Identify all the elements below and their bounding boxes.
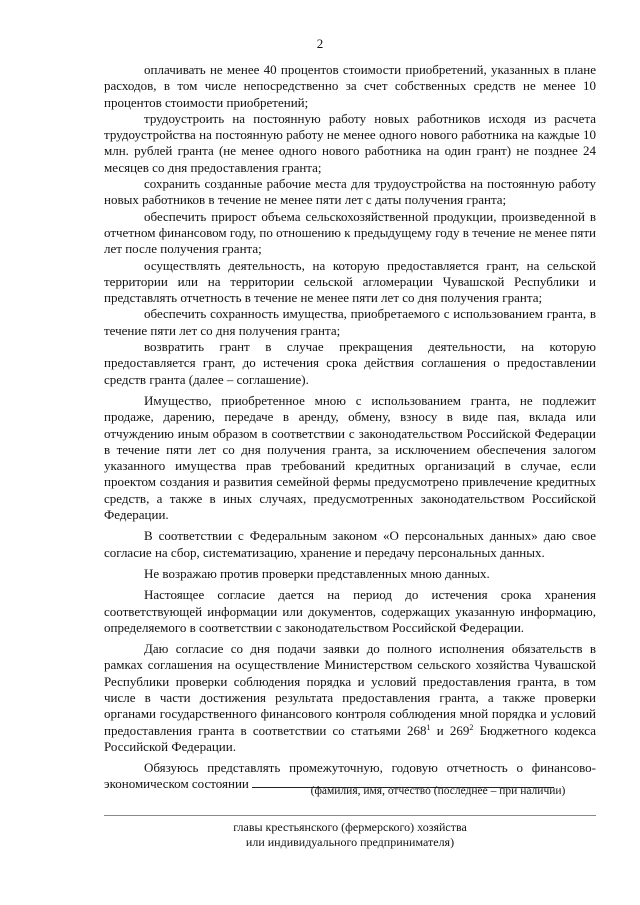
consent-checks-text: Даю согласие со дня подачи заявки до полного исполнения обязательств в рамках соглашения на осуществление Министерством сельского хозяйства Чувашской Республики проверки соблюдения порядка и условий предоставления гранта, в том числе в части достижения результата предоставления гранта, а также проверки органами государственного финансового контроля соблюдения мной порядка и условий предоставления гранта в соответствии со статьями 268 — [104, 641, 596, 738]
paragraph-obligation-growth: обеспечить прирост объема сельскохозяйственной продукции, произведенной в отчетном финансовом году, по отношению к предыдущему году в течение не менее пяти лет после получения гранта; — [104, 208, 596, 257]
subtitle-line-1: главы крестьянского (фермерского) хозяйства — [233, 820, 467, 834]
reporting-text: Обязуюсь представлять промежуточную, годовую отчетность о финансово-экономическом состоянии — [104, 760, 596, 792]
subtitle-line-2: или индивидуального предпринимателя) — [245, 835, 455, 849]
paragraph-obligation-territory: осуществлять деятельность, на которую предоставляется грант, на сельской территории или на территории сельской агломерации Чувашской Республики и представлять отчетность в течение не менее пяти лет со дня получения гранта; — [104, 257, 596, 306]
fill-line-subtitle — [104, 820, 596, 850]
document-body — [104, 62, 596, 793]
page-number: 2 — [316, 36, 324, 51]
consent-checks-tail: Бюджетного кодекса Российской Федерации. — [104, 722, 596, 754]
paragraph-consent-checks — [104, 641, 596, 755]
name-field-caption: (фамилия, имя, отчество (последнее – при наличии) — [310, 785, 566, 797]
article-superscript-1: 1 — [426, 722, 431, 732]
article-superscript-2: 2 — [469, 722, 474, 732]
paragraph-personal-data: В соответствии с Федеральным законом «О персональных данных» даю свое согласие на сбор, систематизацию, хранение и передачу персональных данных. — [104, 528, 596, 560]
second-fill-line[interactable] — [104, 815, 596, 816]
paragraph-obligation-return: возвратить грант в случае прекращения деятельности, на которую предоставляется грант, до истечения срока действия соглашения о предоставлении средств гранта (далее – соглашение). — [104, 339, 596, 387]
paragraph-verification: Не возражаю против проверки представленных мною данных. — [144, 565, 490, 581]
paragraph-obligation-pay: оплачивать не менее 40 процентов стоимости приобретений, указанных в плане расходов, в том числе непосредственно за счет собственных средств не менее 10 процентов стоимости приобретений; — [104, 62, 596, 110]
paragraph-obligation-property: обеспечить сохранность имущества, приобретаемого с использованием гранта, в течение пяти лет со дня получения гранта; — [104, 306, 596, 338]
paragraph-obligation-employ: трудоустроить на постоянную работу новых работников исходя из расчета трудоустройства на постоянную работу не менее одного нового работника на каждые 10 млн. рублей гранта (не менее одного нового работника на один грант) не позднее 24 месяцев со дня предоставления гранта; — [104, 110, 596, 175]
paragraph-obligation-keep-jobs: сохранить созданные рабочие места для трудоустройства на постоянную работу новых работников в течение не менее пяти лет с даты получения гранта; — [104, 176, 596, 208]
paragraph-consent-period: Настоящее согласие дается на период до истечения срока хранения соответствующей информации или документов, содержащих указанную информацию, определяемого в соответствии с законодательством Российской Федерации. — [104, 587, 596, 635]
consent-checks-mid: и 269 — [430, 722, 470, 738]
paragraph-property-restriction: Имущество, приобретенное мною с использованием гранта, не подлежит продаже, дарению, передаче в аренду, обмену, взносу в виде пая, вклада или отчуждению иным образом в соответствии с законодательством Российской Федерации в течение пяти лет со дня получения гранта, за исключением обеспечения залогом указанного имущества прав требований кредитных организаций в случае, если проектом создания и развития семейной фермы предусмотрено привлечение кредитных средств, а также в иных случаях, предусмотренных законодательством Российской Федерации. — [104, 392, 596, 523]
